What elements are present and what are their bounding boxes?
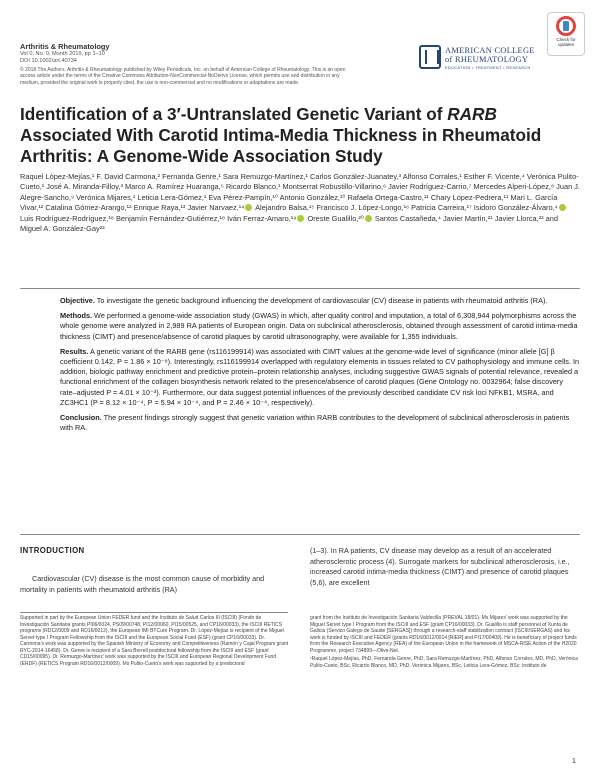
orcid-icon[interactable] <box>559 204 566 211</box>
footnote-right-affiliations: ¹Raquel López-Mejías, PhD, Fernanda Genre, PhD, Sara Remuzgo-Martínez, PhD, Alfonso Corrales, MD, PhD, Verónica Pulito-Cueto, BSc, Ricardo Blanco, MD, PhD, Verónica Mijares, BSc, Leticia Lera-Gómez, BSc: Instituto de <box>310 656 578 669</box>
orcid-icon[interactable] <box>245 204 252 211</box>
orcid-icon[interactable] <box>365 215 372 222</box>
page-number: 1 <box>572 758 576 765</box>
conclusion-label: Conclusion. <box>60 413 102 423</box>
abstract-conclusion <box>60 413 580 433</box>
methods-text: We performed a genome-wide association study (GWAS) in which, after quality control and imputation, a total of 6,308,944 polymorphisms across the whole genome were analyzed in 2,989 RA patients of European origin. Data on subclinical atherosclerosis, obtained through assessment of carotid intima-media thickness (CIMT) and presence/absence of carotid plaques by carotid ultrasonography, were available for 1,355 individuals. <box>60 311 578 341</box>
author-list <box>20 172 580 234</box>
acr-logo-line2: of RHEUMATOLOGY <box>445 55 529 64</box>
abstract-top-rule <box>20 288 580 289</box>
authors-part-2: Alejandro Balsa,¹⁵ Francisco J. López-Longo,¹⁶ Patricia Carreira,¹⁷ Isidoro González-Álvaro,⁴ <box>253 203 558 213</box>
intro-right-column: (1–3). In RA patients, CV disease may develop as a result of an accelerated atherosclerotic process (4). Surrogate markers for subclinical atherosclerosis, i.e., increased carotid intima-media thickness (CIMT) and presence of carotid plaques (5,6), are excellent <box>310 546 570 587</box>
footnote-left: Supported in part by the European Union FEDER fund and the Instituto de Salud Carlos III (ISCIII) (Fondo de Investigación Sanitaria grants PI06/0024, PS09/00748, PI12/00060, PI15/00525, and CP16/00033), the ISCIII RETICS programs (RD12/0009 and RD16/0012), the European IMI BTCure Program. Dr. López-Mejías is recipient of the Miguel Servet type I Program Fellowship from the ISCIII and the European Social Fund (ESF) (grant CP16/00033). Dr. Carmona's work was supported by the Spanish Ministry of Economy and Competitiveness (Ramón y Cajal Program grant RYC-2014-16458). Dr. Genre is recipient of a Sara Borrell postdoctoral fellowship from the ISCIII and ESF (grant CD15/00095). Dr. Remuzgo-Martínez' work was supported by the ISCIII and European Regional Development Fund (ERDF) (RETICS Program RD16/0012/0009). Ms Pulito-Cueto's work was supported by a predoctoral <box>20 615 289 667</box>
methods-label: Methods. <box>60 311 93 321</box>
orcid-icon[interactable] <box>297 215 304 222</box>
acr-logo-tagline: EDUCATION • TREATMENT • RESEARCH <box>445 66 531 70</box>
acr-logo-icon <box>419 45 441 69</box>
copyright-notice: © 2018 The Authors. Arthritis & Rheumatology published by Wiley Periodicals, Inc. on behalf of American College of Rheumatology. This is an open access article under the terms of the Creative Commons Attribution-NonCommercial-NoDerivs License, which permits use and distribution in any medium, provided the original work is properly cited, the use is non-commercial and no modifications or adaptations are made. <box>20 67 346 86</box>
title-gene: RARB <box>447 104 497 124</box>
crossmark-icon <box>556 16 576 36</box>
footnote-right-funding: grant from the Instituto de Investigación Sanitaria Valdecilla (PREVAL 18/01). Ms Mijares' work was supported by the Miguel Servet type I Program from the ISCIII and ESF (grant CP16/00033). Dr. Gualillo is staff personnel of Xunta de Galicia (Servizo Galego de Saude [SERGAS]) through a research-staff stabilization contract (ISCIII/SERGAS) and his work is funded by ISCIII and FEDER (grants RD16/0012/0014 [RIER] and PI17/00409). He is beneficiary of project funds from the Research Executive Agency (REA) of the European Union in the framework of MSCA-RISE Action of the H2020 Programme, project 734899—Olive-Net. <box>310 615 577 654</box>
title-part-2: Associated With Carotid Intima-Media Thickness in Rheumatoid Arthritis: A Genome-Wide Association Study <box>20 125 542 166</box>
footnote-rule <box>20 612 288 613</box>
article-title <box>20 104 580 167</box>
crossmark-label-1: Check for <box>556 37 576 42</box>
intro-left-column: Cardiovascular (CV) disease is the most common cause of morbidity and mortality in patients with rheumatoid arthritis (RA) <box>20 574 265 594</box>
introduction-heading: INTRODUCTION <box>20 546 85 555</box>
journal-header <box>20 42 380 65</box>
journal-volume: Vol 0, No. 0, Month 2019, pp 1–10 <box>20 51 105 57</box>
objective-label: Objective. <box>60 296 95 305</box>
abstract-bottom-rule <box>20 534 580 535</box>
acr-logo <box>419 45 589 75</box>
acr-logo-line1: AMERICAN COLLEGE <box>445 46 535 55</box>
abstract-methods <box>60 311 580 342</box>
journal-doi: DOI 10.1002/art.40734 <box>20 58 77 64</box>
authors-part-4: Oreste Gualillo,²⁰ <box>305 213 364 223</box>
footnote-right <box>310 615 580 669</box>
abstract <box>60 296 580 438</box>
abstract-objective <box>60 296 580 306</box>
authors-part-5: Santos Castañeda,⁴ Javier Martín,²¹ Javier Llorca,²² and Miguel A. González-Gay²³ <box>20 213 558 234</box>
objective-text: To investigate the genetic background influencing the development of cardiovascular (CV) disease in patients with rheumatoid arthritis (RA). <box>94 296 548 305</box>
conclusion-text: The present findings strongly suggest that genetic variation within RARB contributes to the development of subclinical atherosclerosis in patients with RA. <box>60 413 570 433</box>
authors-part-1: Raquel López-Mejías,¹ F. David Carmona,² Fernanda Genre,¹ Sara Remuzgo-Martínez,¹ Carlos González-Juanatey,³ Alfonso Corrales,¹ Esther F. Vicente,⁴ Verónica Pulito-Cueto,¹ José A. Miranda-Filloy,³ Marco A. Ramírez Huaranga,⁵ Ricardo Blanco,¹ Montserrat Robustillo-Villarino,⁶ Javier Rodríguez-Carrio,⁷ Mercedes Alperi-López,⁸ Juan J. Alegre-Sancho,⁹ Verónica Mijares,¹ Leticia Lera-Gómez,¹ Eva Pérez-Pampín,¹⁰ Antonio González,¹⁰ Rafaela Ortega-Castro,¹¹ Chary López-Pedrera,¹¹ Mari L. García Vivar,¹² Catalina Gómez-Arango,¹² Enrique Raya,¹³ Javier Narvaez,¹⁴ <box>20 172 580 213</box>
journal-title: Arthritis & Rheumatology <box>20 42 110 51</box>
abstract-results <box>60 347 580 408</box>
results-label: Results. <box>60 346 89 356</box>
title-part-1: Identification of a 3′-Untranslated Genetic Variant of <box>20 104 448 124</box>
crossmark-label-2: updates <box>557 42 574 48</box>
results-text: A genetic variant of the RARB gene (rs116199914) was associated with CIMT values at the genome-wide level of significance (minor allele [G] β coefficient 0.142, P = 1.86 × 10⁻⁸). Interestingly, rs116199914 overlapped with regulatory elements in tissues related to CV pathophysiology and immune cells. In addition, biologic pathway enrichment and predictive protein–protein relationship analyses, including suggestive GWAS signals of potential relevance, revealed a functional enrichment of the collagen biosynthesis network related to the presence/absence of carotid plaques (Gene Ontology no. 0032964; false discovery rate–adjusted P = 4.01 × 10⁻³). Furthermore, our data suggest potential influences of the previously described candidate CV risk loci NFKB1, MSRA, and ZC3HC1 (P = 8.12 × 10⁻⁴, P = 5.94 × 10⁻⁴, and P = 2.46 × 10⁻⁴, respectively). <box>60 346 580 407</box>
authors-part-3: Luis Rodríguez-Rodríguez,¹⁸ Benjamín Fernández-Gutiérrez,¹⁸ Iván Ferraz-Amaro,¹⁹ <box>20 213 297 223</box>
